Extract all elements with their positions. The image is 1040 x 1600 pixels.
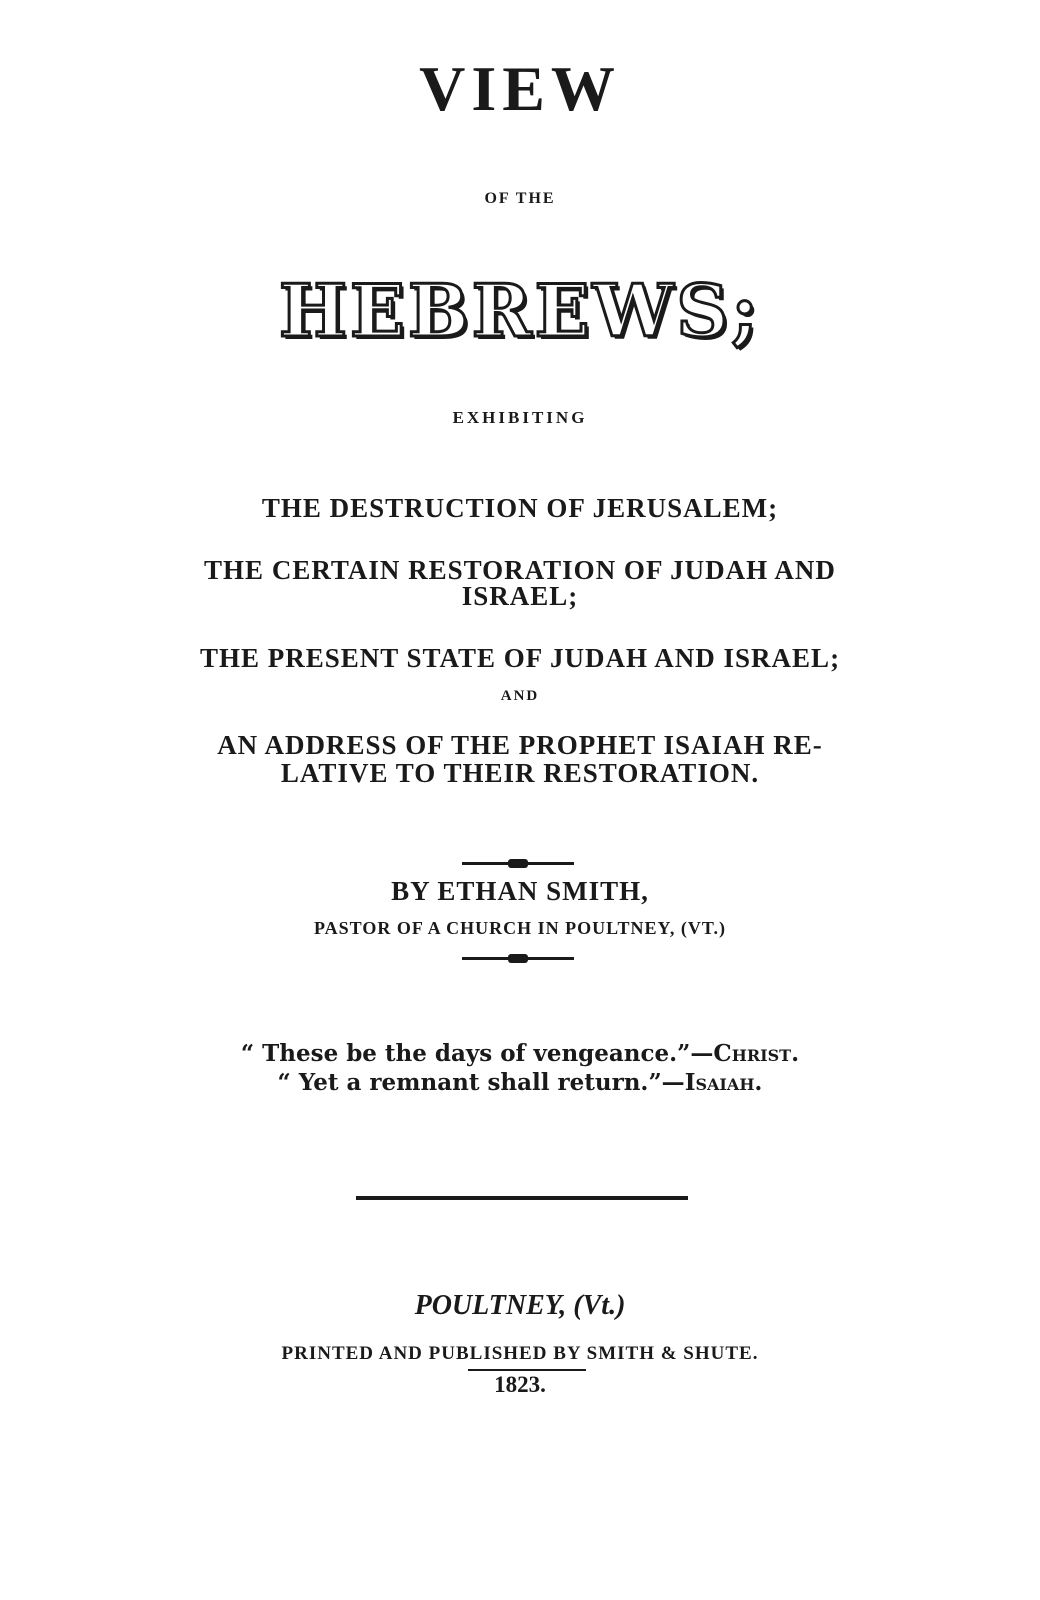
contents-item-4-line-1: AN ADDRESS OF THE PROPHET ISAIAH RE- — [217, 730, 823, 760]
ornamental-rule-bottom — [462, 957, 574, 960]
epigraph-2 — [0, 1069, 1040, 1096]
imprint-publisher: PRINTED AND PUBLISHED BY SMITH & SHUTE. — [281, 1343, 759, 1364]
author-byline: BY ETHAN SMITH, — [391, 876, 649, 906]
book-subject: HEBREWS; — [279, 268, 761, 353]
contents-item-1: THE DESTRUCTION OF JERUSALEM; — [261, 493, 779, 523]
ornamental-rule-top — [462, 862, 574, 865]
book-title: VIEW — [419, 53, 621, 124]
imprint-year: 1823. — [494, 1372, 546, 1397]
epigraph-2-text: “ Yet a remnant shall return.”— — [277, 1069, 685, 1096]
contents-item-2-line-1: THE CERTAIN RESTORATION OF JUDAH AND — [204, 555, 836, 585]
year-rule — [468, 1369, 586, 1371]
contents-item-4-line-2: LATIVE TO THEIR RESTORATION. — [280, 758, 760, 788]
author-position: PASTOR OF A CHURCH IN POULTNEY, (VT.) — [313, 918, 727, 938]
exhibiting-label: EXHIBITING — [452, 408, 588, 427]
epigraph-2-source: Isaiah. — [684, 1069, 763, 1096]
epigraph-1-text: “ These be the days of vengeance.”— — [240, 1040, 714, 1067]
epigraph-1 — [0, 1040, 1040, 1067]
imprint-place: POULTNEY, (Vt.) — [414, 1290, 626, 1321]
contents-item-3: THE PRESENT STATE OF JUDAH AND ISRAEL; — [199, 643, 841, 673]
contents-and: AND — [500, 688, 540, 704]
contents-item-2-line-2: ISRAEL; — [461, 581, 579, 611]
title-connector: OF THE — [484, 190, 556, 207]
divider-rule — [356, 1196, 688, 1200]
epigraph-1-source: Christ. — [713, 1040, 800, 1067]
